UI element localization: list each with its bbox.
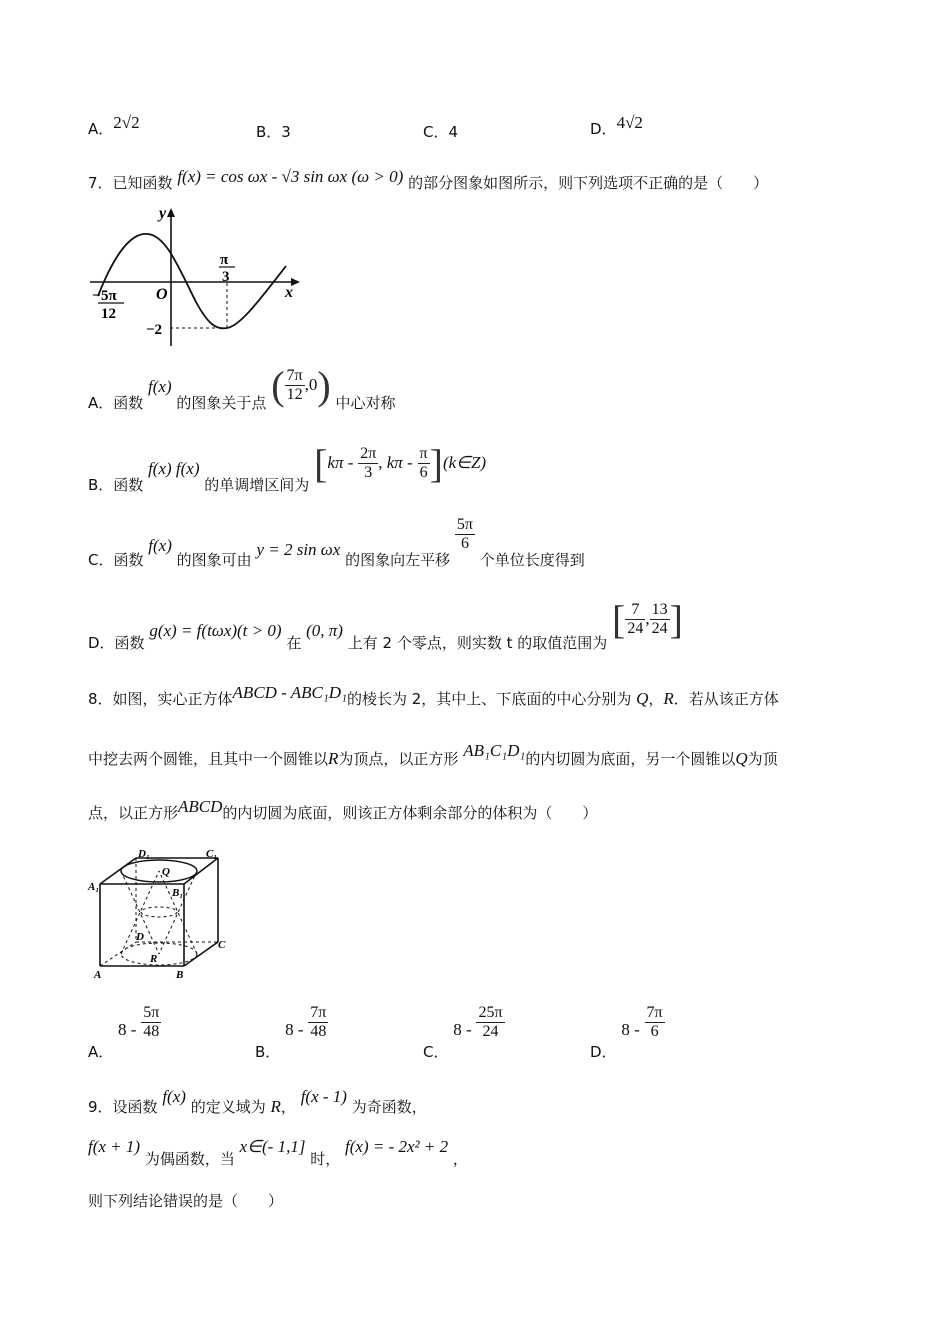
q7-formula: f(x) = cos ωx - √3 sin ωx (ω > 0) (177, 167, 404, 186)
q7-a-fraction: $\frac{7\pi}{12}$ (286, 366, 303, 403)
q7-stem-prefix: 7．已知函数 (88, 174, 173, 192)
q9-line-1: 9．设函数 f(x) 的定义域为 R， f(x - 1) 为奇函数， (88, 1087, 427, 1116)
q8-cube-figure (86, 848, 236, 984)
q9-line-2: f(x + 1) 为偶函数，当 x∈(- 1,1] 时， f(x) = - 2x² + 2 ， (88, 1137, 468, 1168)
q6-option-d: D．4√2 (590, 113, 643, 138)
q8-option-b: B． 8 - $\frac{7\pi}{48}$ (255, 1004, 327, 1062)
svg-text:A: A (94, 969, 102, 981)
svg-text:A₁: A₁ (88, 881, 100, 893)
q7-stem (88, 167, 769, 193)
q6-option-c: C．4 (423, 123, 459, 141)
q7-option-b: B．函数 f(x) f(x) 的单调增区间为 [kπ - $\frac{2\pi}{3}$ , kπ - $\frac{\pi}{6}$ ](k∈Z) (88, 441, 487, 494)
q8-line-3: 点，以正方形ABCD的内切圆为底面，则该正方体剩余部分的体积为（ ） (88, 797, 598, 822)
min-label: −2 (146, 322, 163, 338)
left-tick-den: 12 (101, 306, 116, 322)
svg-text:D: D (136, 931, 144, 943)
svg-text:Q: Q (162, 866, 170, 878)
y-label: y (159, 205, 167, 222)
svg-text:D₁: D₁ (138, 848, 150, 860)
svg-text:C₁: C₁ (206, 848, 218, 860)
q7-option-c: C．函数 f(x) 的图象可由 y = 2 sin ωx 的图象向左平移 $\frac{5\pi}{6}$ 个单位长度得到 (88, 516, 585, 570)
q6-option-a: A．2√2 (88, 113, 140, 138)
pi-third-num: π (220, 252, 229, 268)
q6-option-b: B．3 (256, 123, 291, 141)
pi-third-den: 3 (222, 269, 230, 285)
left-tick-num: 5π (101, 288, 117, 304)
q6-option-d-value: 4√2 (616, 113, 643, 132)
q6-option-a-value: 2√2 (113, 113, 140, 132)
origin-label: O (156, 286, 168, 303)
q8-option-c: C． 8 - $\frac{25\pi}{24}$ (423, 1004, 503, 1062)
q8-line-1: 8．如图，实心正方体ABCD - ABC₁D₁的棱长为 2，其中上、下底面的中心分别为 Q，R．若从该正方体 (88, 683, 779, 708)
q9-line-3: 则下列结论错误的是（ ） (88, 1192, 284, 1210)
q7-option-d: D．函数 g(x) = f(tωx)(t > 0) 在 (0, π) 上有 2 个零点，则实数 t 的取值范围为 [ $\frac{7}{24}$ , $\frac{13}{24}$ ] (88, 597, 683, 652)
svg-text:R: R (150, 953, 158, 965)
curve (98, 234, 286, 329)
q7-graph (88, 204, 303, 352)
svg-text:C: C (218, 939, 226, 951)
q8-line-2: 中挖去两个圆锥，且其中一个圆锥以R为顶点，以正方形 AB₁C₁D₁的内切圆为底面，另一个圆锥以Q为顶 (88, 741, 778, 768)
q7-stem-suffix: 的部分图象如图所示，则下列选项不正确的是（ ） (408, 174, 769, 192)
q8-option-a: A． 8 - $\frac{5\pi}{48}$ (88, 1004, 160, 1062)
x-label: x (285, 284, 293, 301)
q7-option-a: A．函数 f(x) 的图象关于点 ( $\frac{7\pi}{12}$ ,0) 中心对称 (88, 363, 396, 412)
y-axis-arrow-icon (167, 208, 175, 217)
q8-option-d: D． 8 - $\frac{7\pi}{6}$ (590, 1004, 663, 1062)
svg-text:B₁: B₁ (172, 887, 184, 899)
svg-text:B: B (176, 969, 184, 981)
left-sign: − (92, 288, 101, 304)
